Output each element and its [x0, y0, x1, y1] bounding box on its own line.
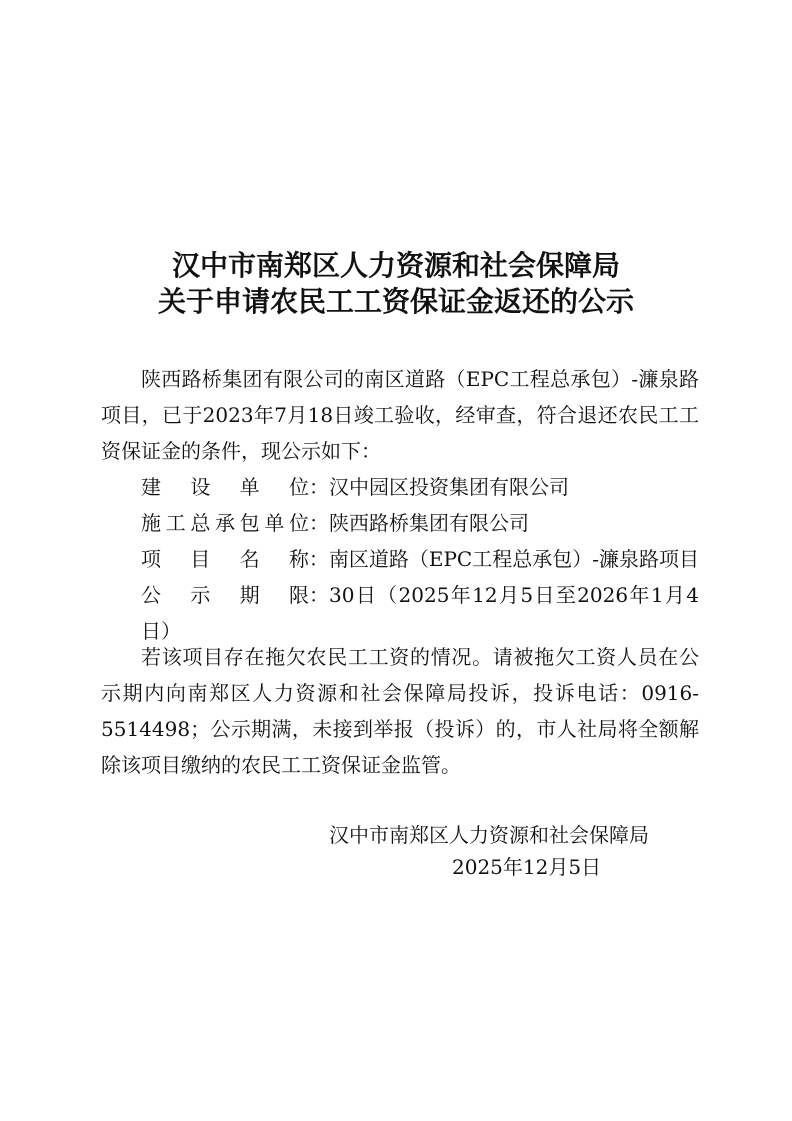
field-label: 公示期限	[141, 583, 309, 607]
signature-date: 2025年12月5日	[452, 855, 602, 879]
intro-paragraph: 陕西路桥集团有限公司的南区道路（EPC工程总承包）-濂泉路项目，已于2023年7月18日竣工验收，经审查，符合退还农民工工资保证金的条件，现公示如下：	[101, 367, 699, 463]
field-value: 南区道路（EPC工程总承包）-濂泉路项目	[328, 547, 699, 571]
field-colon: ：	[308, 547, 329, 571]
field-value: 陕西路桥集团有限公司	[329, 511, 529, 535]
field-general-contractor	[101, 505, 699, 541]
field-label: 项目名称	[141, 547, 309, 571]
signature-organization: 汉中市南郑区人力资源和社会保障局	[329, 823, 649, 847]
document-title-line-2: 关于申请农民工工资保证金返还的公示	[157, 285, 634, 318]
field-label: 建设单位	[141, 475, 309, 499]
field-value: 汉中园区投资集团有限公司	[329, 475, 569, 499]
field-colon: ：	[309, 475, 329, 499]
field-value: 30日（2025年12月5日至2026年1月4日）	[141, 583, 699, 643]
field-label: 施工总承包单位	[141, 511, 309, 535]
field-colon: ：	[309, 511, 329, 535]
field-colon: ：	[309, 583, 329, 607]
field-project-name	[101, 541, 699, 577]
document-title-line-1: 汉中市南郑区人力资源和社会保障局	[171, 249, 620, 282]
field-construction-unit	[101, 469, 699, 505]
closing-paragraph: 若该项目存在拖欠农民工工资的情况。请被拖欠工资人员在公示期内向南郑区人力资源和社会保障局投诉，投诉电话：0916-5514498；公示期满，未接到举报（投诉）的，市人社局将全额解除该项目缴纳的农民工工资保证金监管。	[101, 645, 699, 777]
